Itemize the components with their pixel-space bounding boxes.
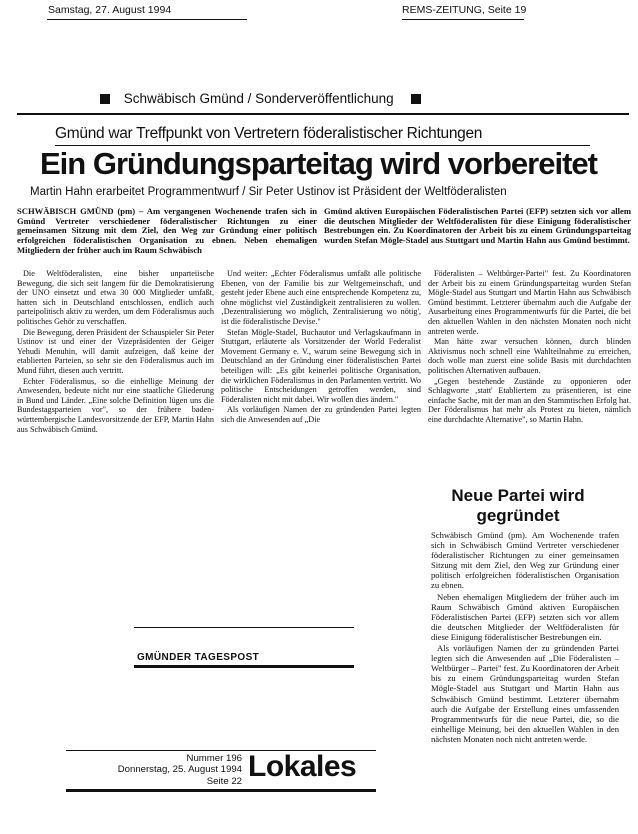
lokales-number: Nummer 196: [186, 753, 242, 764]
article-kicker: Gmünd war Treffpunkt von Vertretern föderalistischer Richtungen: [55, 125, 483, 142]
tagespost-rule-top: [134, 627, 354, 628]
column-2-paragraph: Und weiter: „Echter Föderalismus umfaßt alle politische Ebenen, von der Familie bis zur Weltgemeinschaft, und gesteht jeder Ebene auch eine entsprechende Kompetenz zu, ohne möglichst viel Zuständigkeit zentralisieren zu wollen. ‚Dezentralisierung wo möglich, Zentralisierung wo nötig', ist die föderalistische Devise.": [221, 269, 421, 326]
column-2-paragraph: Als vorläufigen Namen der zu gründenden Partei legten sich die Anwesenden auf „Die: [221, 405, 421, 424]
column-3-paragraph: „Gegen bestehende Zustände zu opponieren oder Schlagworte ‚statt' Etabliertem zu präsentieren, ist eine einfache Sache, mit der man an den Stammtischen Erfolg hat. Der Föderalismus hat mehr als Protest zu bieten, nämlich eine durchdachte Alternative", so Martin Hahn.: [428, 376, 631, 424]
article-headline: Ein Gründungsparteitag wird vorbereitet: [40, 146, 597, 181]
article-column-1: [17, 269, 214, 435]
square-bullet-icon: [100, 94, 110, 104]
lokales-date: Donnerstag, 25. August 1994: [117, 764, 242, 776]
column-1-paragraph: Die Bewegung, deren Präsident der Schauspieler Sir Peter Ustinov ist und einer der Vizepräsidenten der Geiger Yehudi Menuhin, will damit aufzeigen, daß keine der etablierten Parteien, so sehr sie den Föderalismus auch im Mund führt, diesen auch vertritt.: [17, 327, 214, 375]
second-article-body: [431, 530, 619, 745]
column-2-paragraph: Stefan Mögle-Stadel, Buchautor und Verlagskaufmann in Stuttgart, erläuterte als Vorsitzender der World Federalist Movement Germany e. V., warum seine Bewegung sich in Deutschland an der Gründung einer föderalistischen Partei beteiligen will: „Es gibt keinerlei politische Organisation, die wirklichen Föderalismus in den Parlamenten vertritt. Wo politische Entscheidungen getroffen werden, sind Föderalisten nicht mit dabei. Wir wollen dies ändern.": [221, 327, 421, 404]
second-article-paragraph: Schwäbisch Gmünd (pm). Am Wochenende trafen sich in Schwäbisch Gmünd Vertreter verschiedener föderalistischer Richtungen zu einer gemeinsamen Sitzung mit dem Ziel, den Weg zur Gründung einer politisch erfolgreichen föderalistischen Organisation zu ebnen.: [431, 530, 619, 591]
lokales-page: Seite 22: [206, 775, 242, 787]
section-bar: [100, 91, 552, 109]
column-1-paragraph: Echter Föderalismus, so die einhellige Meinung der Anwesenden, bedeute nicht nur eine staatliche Gliederung in Bund und Länder. „Eine solche Definition lügen uns die Bundestagsparteien vor", so der frühere baden-württembergische Landesvorsitzende der EFP, Martin Hahn aus Schwäbisch Gmünd.: [17, 376, 214, 434]
lokales-title: Lokales: [248, 750, 357, 783]
column-3-paragraph: Man hätte zwar versuchen können, durch blinden Aktivismus noch schnell eine Wahlteilnahme zu erreichen, doch wolle man zuerst eine solide Basis mit durchdachten politischen Alternativen aufbauen.: [428, 337, 631, 375]
tagespost-rule-bottom: [134, 665, 354, 668]
lokales-meta: [90, 753, 242, 787]
header-date: Samstag, 27. August 1994: [48, 4, 172, 16]
section-bar-label: Schwäbisch Gmünd / Sonderveröffentlichung: [123, 91, 394, 106]
second-article-paragraph: Neben ehemaligen Mitgliedern der früher auch im Raum Schwäbisch Gmünd aktiven Europäischen Föderalistischen Partei (EFP) setzten sich vor allem die deutschen Mitglieder der Weltföderalisten für diese Einigung föderalistischer Bestrebungen ein.: [431, 591, 619, 642]
header-paper-page: REMS-ZEITUNG, Seite 19: [402, 4, 527, 16]
article-column-3: [428, 269, 631, 426]
tagespost-name: GMÜNDER TAGESPOST: [137, 652, 260, 663]
header-rule-right: [402, 19, 524, 20]
article-subhead: Martin Hahn erarbeitet Programmentwurf / Sir Peter Ustinov ist Präsident der Weltföderalisten: [30, 186, 507, 198]
article-lead-right: Gmünd aktiven Europäischen Föderalistischen Partei (EFP) setzten sich vor allem die deutschen Mitglieder der Weltföderalisten für diese Einigung föderalistischer Bestrebungen ein. Zu Koordinatoren der Arbeit bis zu einem Gründungsparteitag wurden Stefan Mögle-Stadel aus Stuttgart und Martin Hahn aus Gmünd bestimmt.: [324, 206, 631, 246]
column-1-paragraph: Die Weltföderalisten, eine bisher unparteiische Bewegung, die sich seit langem für die Demokratisierung der UNO einsetzt und etwa 30 000 Mitglieder umfaßt, hatten sich in Deutschland entschlossen, endlich auch parteipolitisch aktiv zu werden, um dem Föderalismus auch politisches Gehör zu verschaffen.: [17, 269, 214, 326]
article-column-2: [221, 269, 421, 426]
second-article-paragraph: Als vorläufigen Namen der zu gründenden Partei legten sich die Anwesenden auf „Die Föderalisten – Weltbürger – Partei" fest. Zu Koordinatoren der Arbeit bis zu einem Gründungsparteitag wurden Stefan Mögle-Stadel aus Stuttgart und Martin Hahn aus Schwäbisch Gmünd bestimmt. Letzterer übernahm auch die Aufgabe der Erstellung eines umfassenden Programmentwurfs für die neue Partei, die, so die einhellige Meinung, bei den aktuellen Wahlen in den nächsten Monaten noch nicht antreten werde.: [431, 643, 619, 744]
section-underline: [17, 113, 629, 115]
header-rule-left: [47, 19, 247, 20]
square-bullet-icon: [411, 94, 421, 104]
column-3-paragraph: Föderalisten – Weltbürger-Partei" fest. Zu Koordinatoren der Arbeit bis zu einem Gründungsparteitag wurden Stefan Mögle-Stadel aus Stuttgart und Martin Hahn aus Schwäbisch Gmünd bestimmt. Letzterer übernahm auch die Aufgabe der Ausarbeitung eines Programmentwurfs für die Partei, die bei den aktuellen Wahlen in den nächsten Monaten noch nicht antreten werde.: [428, 269, 631, 336]
lokales-rule-bottom: [66, 789, 376, 792]
second-article-headline: Neue Partei wird gegründet: [451, 486, 585, 525]
article-lead-left: SCHWÄBISCH GMÜND (pm) – Am vergangenen Wochenende trafen sich in Gmünd Vertreter verschiedener föderalistischer Richtungen zu einer gemeinsamen Sitzung mit dem Ziel, den Weg zur Gründung einer politisch erfolgreichen föderalistischen Organisation zu ebnen. Neben ehemaligen Mitgliedern der früher auch im Raum Schwäbisch: [17, 206, 317, 255]
